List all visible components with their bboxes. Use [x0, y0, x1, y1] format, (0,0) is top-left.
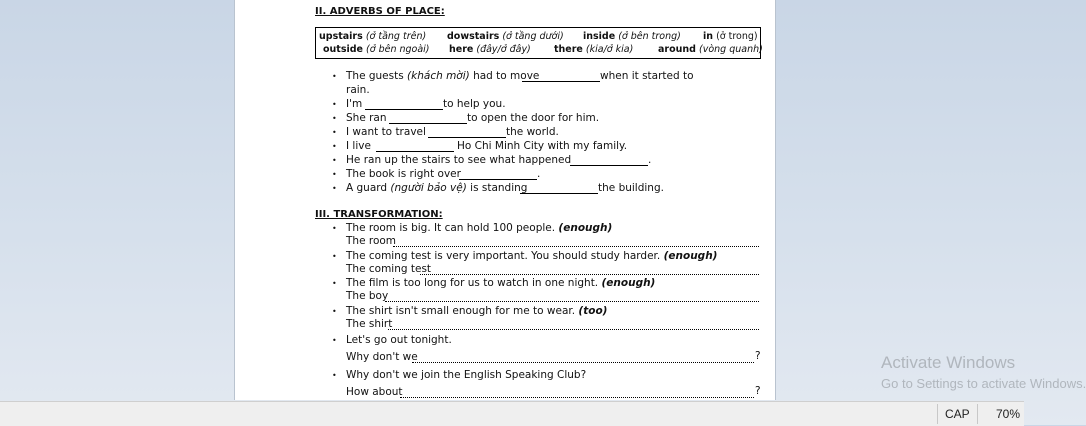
bullet: •	[332, 336, 337, 345]
transformation-question: The film is too long for us to watch in one night. (enough)	[346, 277, 656, 289]
adverb-here: here (đây/ở đây)	[449, 44, 531, 55]
bullet: •	[332, 142, 337, 151]
activate-windows-subtitle: Go to Settings to activate Windows.	[881, 376, 1086, 391]
answer-dotted-line[interactable]	[412, 352, 754, 363]
answer-blank[interactable]	[459, 169, 537, 180]
status-separator	[977, 404, 978, 424]
answer-dotted-line[interactable]	[420, 264, 759, 275]
bullet: •	[332, 128, 337, 137]
status-separator	[937, 404, 938, 424]
exercise-item-end: to help you.	[443, 98, 506, 110]
exercise-item: I'm	[346, 98, 363, 110]
answer-blank[interactable]	[389, 113, 467, 124]
answer-dotted-line[interactable]	[388, 319, 759, 330]
answer-dotted-line[interactable]	[400, 387, 754, 398]
exercise-item-end: .	[537, 168, 541, 180]
bullet: •	[332, 224, 337, 233]
exercise-item-end: .	[648, 154, 652, 166]
bullet: •	[332, 114, 337, 123]
transformation-answer-start: The coming test	[346, 263, 432, 275]
bullet: •	[332, 100, 337, 109]
exercise-item: A guard (người bảo vệ) is standing	[346, 182, 528, 194]
transformation-answer-start: The shirt	[346, 318, 393, 330]
adverb-outside: outside (ở bên ngoài)	[323, 44, 430, 55]
answer-dotted-line[interactable]	[385, 291, 759, 302]
zoom-level[interactable]: 70%	[996, 407, 1021, 421]
exercise-item-end: the building.	[598, 182, 664, 194]
adverbs-table	[315, 27, 761, 59]
transformation-answer-start: The room	[346, 235, 397, 247]
transformation-question: Why don't we join the English Speaking Club?	[346, 369, 587, 381]
adverb-there: there (kia/ở kia)	[554, 44, 634, 55]
transformation-question: Let's go out tonight.	[346, 334, 452, 346]
transformation-answer-start: The boy	[346, 290, 389, 302]
exercise-item-end: to open the door for him.	[467, 112, 600, 124]
answer-blank[interactable]	[520, 183, 598, 194]
exercise-item-end: Ho Chi Minh City with my family.	[457, 140, 628, 152]
bullet: •	[332, 307, 337, 316]
transformation-question: The room is big. It can hold 100 people. (enough)	[346, 222, 613, 234]
transformation-question: The shirt isn't small enough for me to wear. (too)	[346, 305, 608, 317]
exercise-item: He ran up the stairs to see what happened	[346, 154, 572, 166]
adverb-downstairs: dowstairs (ở tầng dưới)	[447, 31, 564, 42]
exercise-item-continued: rain.	[346, 84, 370, 96]
exercise-item: I live	[346, 140, 371, 152]
answer-blank[interactable]	[376, 141, 454, 152]
bullet: •	[332, 72, 337, 81]
exercise-item-end: when it started to	[600, 70, 694, 82]
bullet: •	[332, 252, 337, 261]
adverb-inside: inside (ở bên trong)	[583, 31, 681, 42]
caps-lock-indicator: CAP	[945, 407, 970, 421]
exercise-item: She ran	[346, 112, 387, 124]
document-page[interactable]	[234, 0, 776, 400]
answer-blank[interactable]	[428, 127, 506, 138]
bullet: •	[332, 371, 337, 380]
bullet: •	[332, 184, 337, 193]
transformation-answer-start: Why don't we	[346, 351, 418, 363]
bullet: •	[332, 156, 337, 165]
status-bar	[0, 401, 1024, 426]
exercise-item: I want to travel	[346, 126, 426, 138]
section-2-title: II. ADVERBS OF PLACE:	[315, 6, 445, 17]
question-mark: ?	[755, 350, 761, 362]
activate-windows-title: Activate Windows	[881, 353, 1016, 372]
question-mark: ?	[755, 385, 761, 397]
answer-blank[interactable]	[365, 99, 443, 110]
section-3-title: III. TRANSFORMATION:	[315, 209, 443, 220]
exercise-item-end: the world.	[506, 126, 559, 138]
adverb-around: around (vòng quanh)	[658, 44, 763, 55]
answer-blank[interactable]	[570, 155, 648, 166]
answer-dotted-line[interactable]	[393, 236, 759, 247]
transformation-answer-start: How about	[346, 386, 403, 398]
adverb-upstairs: upstairs (ở tầng trên)	[319, 31, 427, 42]
exercise-item: The guests (khách mời) had to move	[346, 70, 540, 82]
exercise-item: The book is right over	[346, 168, 461, 180]
adverb-in: in (ở trong)	[703, 31, 758, 42]
bullet: •	[332, 170, 337, 179]
bullet: •	[332, 279, 337, 288]
answer-blank[interactable]	[522, 71, 600, 82]
transformation-question: The coming test is very important. You should study harder. (enough)	[346, 250, 718, 262]
